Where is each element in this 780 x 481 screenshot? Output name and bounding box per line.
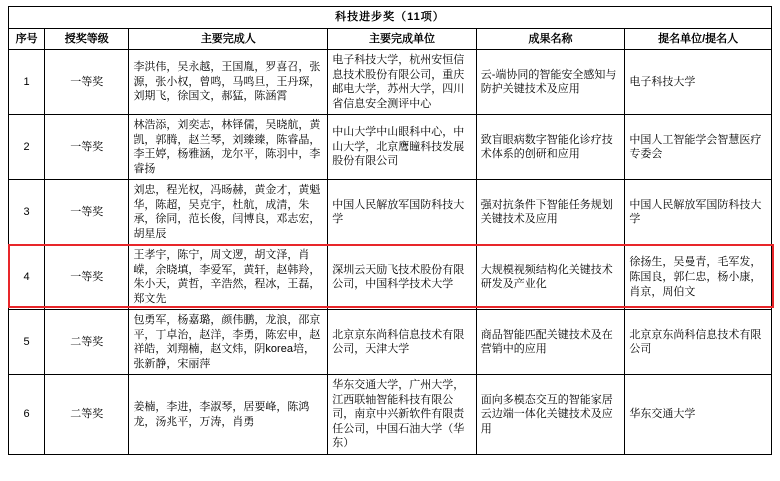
- column-header-org: 主要完成单位: [328, 28, 477, 50]
- row-people: 刘忠，程光权，冯旸赫，黄金才，黄魁华，陈超，吴克宇，杜航，成清，朱承，徐同，范长俊，闫博良，邓志宏，胡星辰: [129, 180, 328, 245]
- row-achievement: 商品智能匹配关键技术及在营销中的应用: [476, 310, 625, 375]
- row-nominator: 电子科技大学: [625, 50, 772, 115]
- row-nominator: 中国人民解放军国防科技大学: [625, 180, 772, 245]
- row-people: 林浩添，刘奕志，林铎儒，吴晓航，黄凯，郭腾，赵兰琴，刘臻臻，陈睿晶，李王婷，杨雅涵，龙尔平，陈羽中，李睿扬: [129, 115, 328, 180]
- row-nominator: 徐扬生，吴曼青，毛军发，陈国良，郭仁忠，杨小康，肖京，周伯文: [625, 245, 772, 310]
- table-title-row: [9, 7, 772, 29]
- row-org: 华东交通大学，广州大学，江西联轴智能科技有限公司，南京中兴新软件有限责任公司，中国石油大学（华东）: [328, 375, 477, 455]
- row-index: 4: [9, 245, 45, 310]
- row-achievement: 强对抗条件下智能任务规划关键技术及应用: [476, 180, 625, 245]
- row-achievement: 云-端协同的智能安全感知与防护关键技术及应用: [476, 50, 625, 115]
- column-header-people: 主要完成人: [129, 28, 328, 50]
- row-org: 深圳云天励飞技术股份有限公司，中国科学技术大学: [328, 245, 477, 310]
- row-level: 二等奖: [45, 310, 129, 375]
- document-page: [0, 6, 780, 481]
- row-index: 2: [9, 115, 45, 180]
- table-row: [9, 115, 772, 180]
- table-row: [9, 50, 772, 115]
- table-row-highlighted: [9, 245, 772, 310]
- row-nominator: 华东交通大学: [625, 375, 772, 455]
- row-achievement: 大规模视频结构化关键技术研发及产业化: [476, 245, 625, 310]
- column-header-level: 授奖等级: [45, 28, 129, 50]
- row-level: 二等奖: [45, 375, 129, 455]
- row-org: 电子科技大学，杭州安恒信息技术股份有限公司，重庆邮电大学，苏州大学，四川省信息安全测评中心: [328, 50, 477, 115]
- row-people: 李洪伟，吴永越，王国胤，罗喜召，张源，张小权，曾鸣，马鸣旦，王丹琛，刘期飞，徐国文，郝猛，陈涵霄: [129, 50, 328, 115]
- table-row: [9, 180, 772, 245]
- column-header-achievement: 成果名称: [476, 28, 625, 50]
- row-achievement: 面向多模态交互的智能家居云边端一体化关键技术及应用: [476, 375, 625, 455]
- row-level: 一等奖: [45, 115, 129, 180]
- row-people: 姜楠，李进，李淑琴，居要峰，陈鸿龙，汤兆平，万涛，肖勇: [129, 375, 328, 455]
- row-people: 王孝宇，陈宁，周文逻，胡文泽，肖嵘，余晓填，李爱军，黄轩，赵韩羚，朱小天，黄哲，辛浩然，程冰，王磊，郑文先: [129, 245, 328, 310]
- row-nominator: 中国人工智能学会智慧医疗专委会: [625, 115, 772, 180]
- row-org: 中山大学中山眼科中心，中山大学，北京鹰瞳科技发展股份有限公司: [328, 115, 477, 180]
- row-org: 北京京东尚科信息技术有限公司，天津大学: [328, 310, 477, 375]
- page-title: 科技进步奖（11项）: [9, 7, 772, 29]
- row-org: 中国人民解放军国防科技大学: [328, 180, 477, 245]
- row-nominator: 北京京东尚科信息技术有限公司: [625, 310, 772, 375]
- awards-table: [8, 6, 772, 455]
- row-level: 一等奖: [45, 180, 129, 245]
- row-people: 包勇军，杨嘉璐，颜伟鹏，龙浪，邵京平，丁卓治，赵洋，李勇，陈宏申，赵祥皓，刘翔楠，赵文炜，阴korea培，张新静，宋丽萍: [129, 310, 328, 375]
- table-row: [9, 375, 772, 455]
- row-index: 3: [9, 180, 45, 245]
- row-level: 一等奖: [45, 50, 129, 115]
- row-level: 一等奖: [45, 245, 129, 310]
- row-index: 1: [9, 50, 45, 115]
- row-index: 5: [9, 310, 45, 375]
- column-header-nominator: 提名单位/提名人: [625, 28, 772, 50]
- table-header-row: [9, 28, 772, 50]
- column-header-index: 序号: [9, 28, 45, 50]
- table-row: [9, 310, 772, 375]
- row-achievement: 致盲眼病数字智能化诊疗技术体系的创研和应用: [476, 115, 625, 180]
- row-index: 6: [9, 375, 45, 455]
